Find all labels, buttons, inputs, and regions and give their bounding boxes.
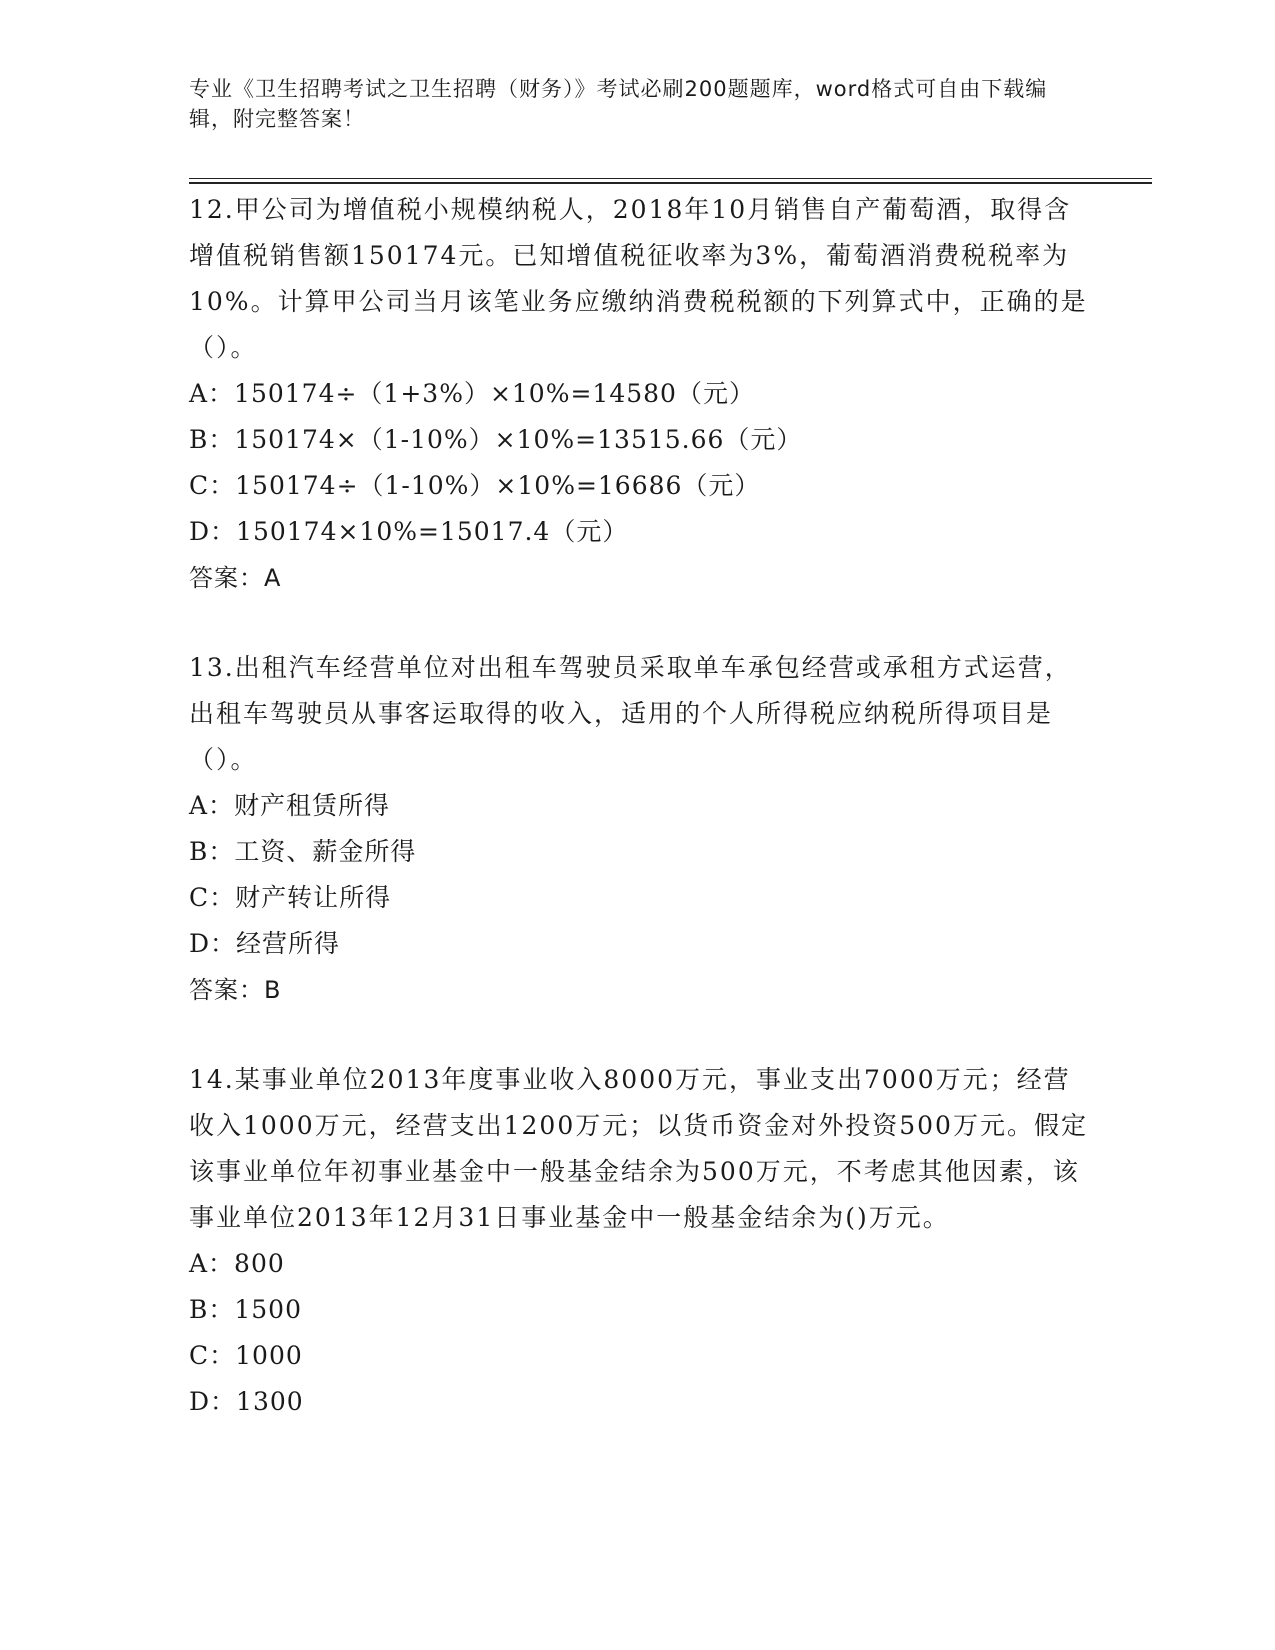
answer-label: 答案：B [189,976,282,1004]
option-d: D：经营所得 [189,929,341,958]
question-text: 14.某事业单位2013年度事业收入8000万元，事业支出7000万元；经营收入1000万元，经营支出1200万元；以货币资金对外投资500万元。假定该事业单位年初事业基金中一般基金结余为500万元，不考虑其他因素，该事业单位2013年12月31日事业基金中一般基金结余为()万元。 [189,1065,1088,1232]
option-list [189,783,1089,967]
question-13 [189,645,1089,1013]
question-12 [189,187,1089,601]
option-d: D：150174×10%=15017.4（元） [189,517,629,546]
option-b: B：工资、薪金所得 [189,837,417,866]
option-list [189,371,1089,555]
option-b: B：1500 [189,1295,302,1324]
question-text: 12.甲公司为增值税小规模纳税人，2018年10月销售自产葡萄酒，取得含增值税销售额150174元。已知增值税征收率为3%，葡萄酒消费税税率为10%。计算甲公司当月该笔业务应缴纳消费税税额的下列算式中，正确的是（）。 [189,195,1088,362]
header-rule-thick [189,182,1152,184]
option-a: A：财产租赁所得 [189,791,391,820]
option-b: B：150174×（1-10%）×10%=13515.66（元） [189,425,803,454]
question-text: 13.出租汽车经营单位对出租车驾驶员采取单车承包经营或承租方式运营，出租车驾驶员从事客运取得的收入，适用的个人所得税应纳税所得项目是（）。 [189,653,1072,774]
option-c: C：财产转让所得 [189,883,392,912]
option-c: C：1000 [189,1341,303,1370]
option-a: A：800 [189,1249,285,1278]
answer-label: 答案：A [189,564,282,592]
page-header: 专业《卫生招聘考试之卫生招聘（财务）》考试必刷200题题库，word格式可自由下载编辑，附完整答案！ [189,77,1048,131]
option-c: C：150174÷（1-10%）×10%=16686（元） [189,471,761,500]
option-d: D：1300 [189,1387,304,1416]
option-list [189,1241,1089,1425]
option-a: A：150174÷（1+3%）×10%=14580（元） [189,379,755,408]
header-rule-thin [189,178,1152,179]
question-14 [189,1057,1089,1425]
